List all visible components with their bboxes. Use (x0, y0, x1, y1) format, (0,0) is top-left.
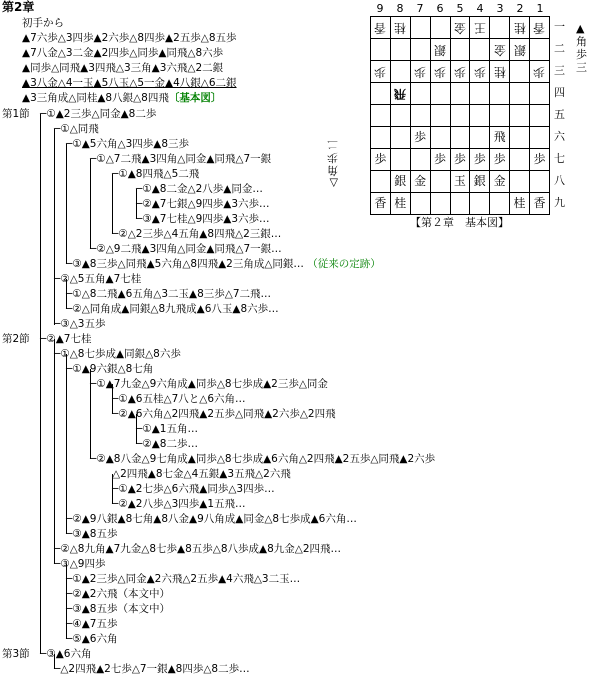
gote-piece: 歩 (374, 65, 387, 79)
board-square (530, 39, 550, 61)
board-column-label: 2 (516, 2, 524, 15)
board-row-label: 五 (554, 108, 565, 121)
board-square (410, 193, 430, 215)
board-square (470, 17, 490, 39)
board-square (371, 17, 391, 39)
board-square (410, 39, 430, 61)
variation-line: ─①▲1五角… (136, 423, 198, 435)
section-label: 第1節 (2, 108, 30, 120)
variation-line: ─①△8七歩成▲同銀△8六歩 (54, 348, 181, 360)
board-square (450, 83, 470, 105)
board-rank (371, 193, 550, 215)
board-rank (371, 39, 550, 61)
chapter-title: 第2章 (2, 0, 35, 14)
board-square (510, 149, 530, 171)
board-square (371, 105, 391, 127)
variation-line: ─①▲8四飛△5二飛 (112, 168, 200, 180)
variation-line: ─①▲2七歩△6六飛▲同歩△3四歩… (112, 483, 275, 495)
board-square (490, 17, 510, 39)
tree-connector (66, 144, 67, 264)
board-column-label: 5 (456, 2, 464, 15)
variation-line: ─③▲8五歩 (66, 528, 118, 540)
board-row-label: 八 (554, 174, 565, 187)
tree-connector (112, 174, 113, 234)
board-square (530, 193, 550, 215)
board-square (390, 61, 410, 83)
board-square (490, 127, 510, 149)
board-square (410, 105, 430, 127)
board-square (430, 105, 450, 127)
shogi-board-figure (327, 0, 604, 232)
variation-line: △2四飛▲8七金△4五銀▲3五飛△2六飛 (112, 468, 291, 480)
board-square (450, 171, 470, 193)
gote-piece: 歩 (533, 65, 546, 79)
tree-connector (40, 114, 41, 654)
variation-line: ─②▲8八金△9七角成▲同歩△8七歩成▲6六角△2四飛▲2五歩△同飛▲2六歩 (90, 453, 436, 465)
board-square (510, 127, 530, 149)
board-square (430, 61, 450, 83)
board-square (470, 149, 490, 171)
board-square (450, 61, 470, 83)
sente-piece: 銀 (473, 174, 486, 188)
board-square (450, 149, 470, 171)
variation-line: ─①▲7九金△9六角成▲同歩△8七歩成▲2三歩△同金 (90, 378, 328, 390)
board-row-label: 九 (554, 196, 565, 209)
sente-piece: 歩 (453, 152, 466, 166)
board-square (530, 171, 550, 193)
board-square (490, 83, 510, 105)
sente-hand-pieces: △ 角歩二 (327, 138, 338, 190)
gote-piece: 王 (473, 21, 486, 35)
board-square (410, 171, 430, 193)
board-column-label: 8 (396, 2, 404, 15)
sente-piece: 歩 (434, 152, 447, 166)
from-start-label: 初手から (22, 17, 64, 29)
tree-connector (136, 189, 137, 219)
sente-piece: 香 (374, 196, 387, 210)
variation-line: ─②▲2六飛（本文中） (66, 588, 170, 600)
gote-piece: 金 (453, 21, 466, 35)
board-square (390, 17, 410, 39)
board-square (490, 149, 510, 171)
board-square (410, 61, 430, 83)
board-row-label: 一 (554, 20, 565, 33)
board-square (450, 127, 470, 149)
board-square (470, 105, 490, 127)
intro-line: ▲7八金△3二金▲2四歩△同歩▲同飛△8六歩 (22, 47, 224, 59)
board-column-label: 3 (496, 2, 504, 15)
board-square (530, 17, 550, 39)
board-square (470, 193, 490, 215)
board-square (371, 171, 391, 193)
gote-hand-pieces: ▲ 角歩三 (576, 22, 587, 74)
tree-connector (54, 339, 55, 564)
sente-piece: 歩 (533, 152, 546, 166)
tree-connector (66, 564, 67, 639)
board-column-label: 4 (476, 2, 484, 15)
board-square (430, 171, 450, 193)
variation-line: ─①▲6五桂△7八と△6六角… (112, 393, 246, 405)
board-square (390, 39, 410, 61)
tree-connector (90, 159, 91, 249)
sente-piece: 香 (533, 196, 546, 210)
board-square (490, 171, 510, 193)
board-square (371, 127, 391, 149)
board-square (371, 149, 391, 171)
tree-connector (66, 354, 67, 534)
board-rank (371, 127, 550, 149)
variation-line: ─②△同角成▲同銀△8九飛成▲6八玉▲8六歩… (66, 303, 279, 315)
gote-piece: 銀 (513, 43, 526, 57)
board-square (510, 193, 530, 215)
variation-line: ─②△8九角▲7九金△8七歩▲8五歩△8八歩成▲8九金△2四飛… (54, 543, 342, 555)
tree-connector (66, 279, 67, 309)
variation-line: ─①▲8二金△2八歩▲同金… (136, 183, 263, 195)
variation-line: ─①△8二飛▲6五角△3二玉▲8三歩△7二飛… (66, 288, 272, 300)
board-square (530, 61, 550, 83)
intro-line: ▲7六歩△3四歩▲2六歩△8四歩▲2五歩△8五歩 (22, 32, 237, 44)
board-square (530, 105, 550, 127)
board-square (410, 83, 430, 105)
board-square (490, 39, 510, 61)
board-square (530, 149, 550, 171)
variation-line: ─③▲7七桂△9四歩▲3六歩… (136, 213, 270, 225)
board-square (371, 83, 391, 105)
sente-piece: 歩 (374, 152, 387, 166)
board-square (390, 149, 410, 171)
variation-line: ─②▲8二歩… (136, 438, 198, 450)
board-column-label: 1 (536, 2, 544, 15)
variation-line: ─②△2三歩△4五角▲8四飛△2三銀… (112, 228, 282, 240)
variation-line: ─△2四飛▲2七歩△7一銀▲8四歩△8二歩… (54, 663, 250, 675)
variation-line: ─①△7二飛▲3四角△同金▲同飛△7一銀 (90, 153, 272, 165)
tree-connector (112, 474, 113, 504)
variation-line: ─③▲8五歩（本文中） (66, 603, 170, 615)
gote-piece: 香 (374, 21, 387, 35)
board-square (450, 39, 470, 61)
gote-piece: 銀 (434, 43, 447, 57)
board-square (390, 105, 410, 127)
board-rank (371, 105, 550, 127)
board-square (390, 171, 410, 193)
tree-connector (54, 654, 55, 669)
board-square (390, 127, 410, 149)
intro-line: ▲3八金△4一玉▲5八玉△5一金▲4八銀△6二銀 (22, 77, 237, 89)
board-square (430, 127, 450, 149)
gote-piece: 歩 (414, 65, 427, 79)
variation-line: ─③▲6六角 (40, 648, 92, 660)
board-square (510, 39, 530, 61)
variation-line: ─①▲9六銀△8七角 (66, 363, 154, 375)
sente-piece: 桂 (394, 196, 407, 210)
variation-line: ─⑤▲6六角 (66, 633, 118, 645)
board-square (371, 39, 391, 61)
board-square (450, 17, 470, 39)
variation-line-with-note (66, 258, 381, 271)
board-square (510, 83, 530, 105)
tree-connector (54, 129, 55, 325)
board-square (390, 83, 410, 105)
board-rank (371, 83, 550, 105)
sente-piece: 銀 (394, 174, 407, 188)
variation-line: ─②▲7七銀△9四歩▲3六歩… (136, 198, 270, 210)
variation-line: ─①▲5六角△3四歩▲8三歩 (66, 138, 190, 150)
shogi-board (370, 16, 550, 215)
board-square (470, 83, 490, 105)
board-square (410, 127, 430, 149)
board-square (510, 61, 530, 83)
gote-piece: 桂 (493, 65, 506, 79)
board-square (490, 61, 510, 83)
variation-line: ─③△3五歩 (54, 318, 106, 330)
board-square (450, 105, 470, 127)
variation-line: ─①▲2三歩△同金▲8二歩 (40, 108, 157, 120)
board-square (510, 17, 530, 39)
board-square (410, 17, 430, 39)
board-rank (371, 61, 550, 83)
gote-piece: 歩 (473, 65, 486, 79)
variation-line: ─②▲9八銀▲8七角▲8八金▲9八角成▲同金△8七歩成▲6六角… (66, 513, 357, 525)
gote-piece: 歩 (434, 65, 447, 79)
sente-piece: 金 (414, 174, 427, 188)
variation-line: ─③△9四歩 (54, 558, 106, 570)
board-square (390, 193, 410, 215)
board-square (470, 61, 490, 83)
variation-moves: ─③▲8三歩△同飛▲5六角△8四飛▲2三角成△同銀… (66, 258, 304, 270)
sente-piece: 歩 (493, 152, 506, 166)
board-square (430, 193, 450, 215)
section-label: 第3節 (2, 648, 30, 660)
gote-piece: 歩 (453, 65, 466, 79)
gote-piece: 桂 (513, 21, 526, 35)
section-label: 第2節 (2, 333, 30, 345)
board-square (430, 83, 450, 105)
tree-connector (136, 414, 137, 444)
board-square (510, 171, 530, 193)
sente-piece: 飛 (493, 130, 506, 144)
board-square (410, 149, 430, 171)
board-row-label: 七 (554, 152, 565, 165)
variation-line: ─②△5五角▲7七桂 (54, 273, 142, 285)
board-square (530, 127, 550, 149)
gote-piece: 金 (493, 43, 506, 57)
board-square (371, 193, 391, 215)
board-square (430, 39, 450, 61)
base-figure-label: 〔基本図〕 (168, 92, 222, 104)
board-square (470, 171, 490, 193)
board-row-label: 二 (554, 42, 565, 55)
sente-piece: 玉 (453, 174, 466, 188)
board-square (490, 193, 510, 215)
board-square (450, 193, 470, 215)
board-square (530, 83, 550, 105)
board-square (470, 127, 490, 149)
traditional-note: （従来の定跡） (307, 258, 381, 270)
variation-line: ─①△同飛 (54, 123, 99, 135)
variation-line: ─②▲6六角△2四飛▲2五歩△同飛▲2六歩△2四飛 (112, 408, 336, 420)
board-row-label: 四 (554, 86, 565, 99)
board-row-label: 六 (554, 130, 565, 143)
variation-line: ─④▲7五歩 (66, 618, 118, 630)
sente-piece: 歩 (414, 130, 427, 144)
board-caption: 【第２章 基本図】 (410, 216, 509, 229)
board-row-label: 三 (554, 64, 565, 77)
gote-piece: 飛 (394, 87, 407, 101)
intro-line: ▲同歩△同飛▲3四飛△3三角▲3六飛△2二銀 (22, 62, 224, 74)
variation-line: ─②▲2八歩△3四歩▲1五飛… (112, 498, 246, 510)
gote-piece: 香 (533, 21, 546, 35)
variation-line: ─②△9二飛▲3四角△同金▲同飛△7一銀… (90, 243, 282, 255)
board-square (430, 17, 450, 39)
board-column-label: 7 (416, 2, 424, 15)
intro-last-moves: ▲3三角成△同桂▲8八銀△8四飛 (22, 92, 169, 104)
sente-piece: 桂 (513, 196, 526, 210)
board-square (470, 39, 490, 61)
sente-piece: 歩 (473, 152, 486, 166)
board-rank (371, 171, 550, 193)
board-square (371, 61, 391, 83)
tree-connector (90, 369, 91, 459)
board-column-label: 6 (436, 2, 444, 15)
board-square (430, 149, 450, 171)
board-rank (371, 149, 550, 171)
board-square (510, 105, 530, 127)
variation-line: ─②▲7七桂 (40, 333, 92, 345)
sente-piece: 金 (493, 174, 506, 188)
board-column-label: 9 (376, 2, 384, 15)
gote-piece: 桂 (394, 21, 407, 35)
board-square (490, 105, 510, 127)
variation-line: ─①▲2三歩△同金▲2六飛△2五歩▲4六飛△3二玉… (66, 573, 301, 585)
board-rank (371, 17, 550, 39)
intro-last-line (22, 92, 221, 105)
tree-connector (112, 384, 113, 414)
